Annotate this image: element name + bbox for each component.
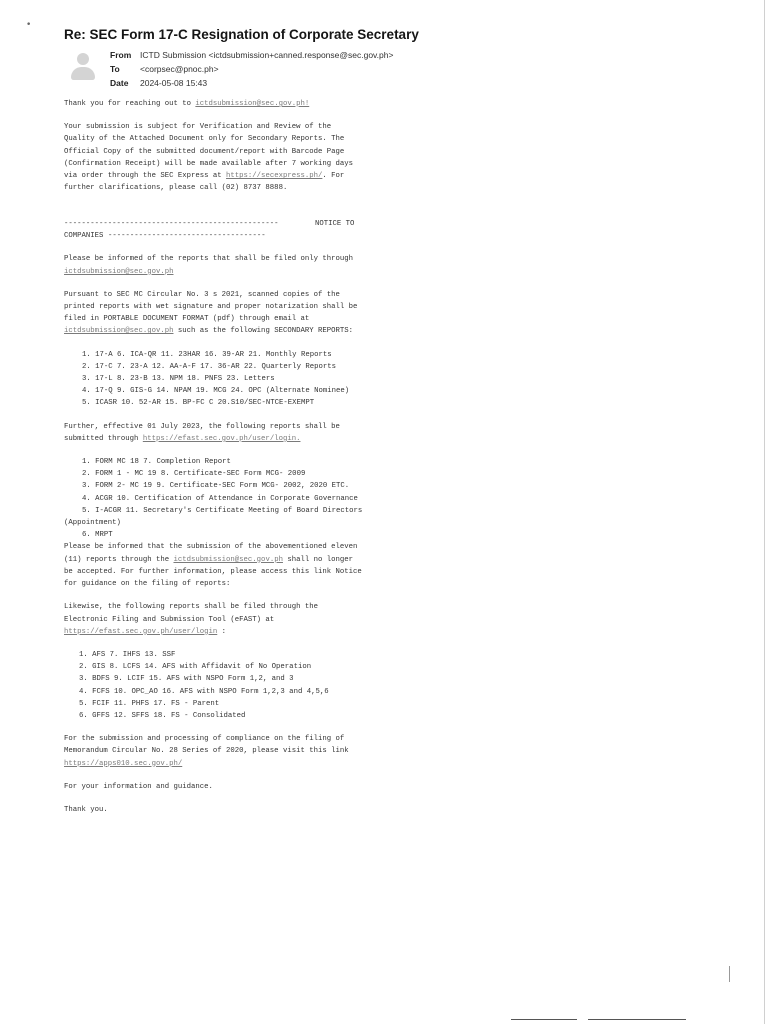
notice-heading [64, 218, 364, 230]
notice-dashes-left: ------------------------------------------------- [64, 220, 279, 229]
likewise-text: Likewise, the following reports shall be filed through the Electronic Filing and Submission Tool (eFAST) at [64, 603, 318, 624]
list-item: 3. FORM 2- MC 19 9. Certificate-SEC Form MCG- 2002, 2020 ETC. [82, 482, 350, 491]
memo-paragraph [64, 733, 364, 757]
eleven-link[interactable]: ictdsubmission@sec.gov.ph [173, 555, 283, 564]
closing-text: Thank you. [64, 805, 108, 814]
secondary-reports-list [64, 349, 364, 410]
notice-title: NOTICE TO [315, 220, 355, 229]
inform-link[interactable]: ictdsubmission@sec.gov.ph [64, 267, 174, 276]
thanks-paragraph [64, 98, 364, 110]
list-item: 5. ICASR 10. 52-AR 15. BP-FC C 20.S10/SEC-NTCE-EXEMPT [82, 399, 315, 408]
memo-text: For the submission and processing of compliance on the filing of Memorandum Circular No. 28 Series of 2020, please visit this link [64, 735, 349, 756]
scan-line [511, 1019, 577, 1020]
likewise-tail: : [217, 627, 227, 636]
pursuant-text: Pursuant to SEC MC Circular No. 3 s 2021, scanned copies of the printed reports with wet signature and proper notarization shall be filed in PORTABLE DOCUMENT FORMAT (pdf) through email at [64, 290, 358, 324]
inform-text: Please be informed of the reports that shall be filed only through [64, 255, 354, 264]
list-item: 2. 17-C 7. 23-A 12. AA-A-F 17. 36-AR 22. Quarterly Reports [82, 362, 336, 371]
scan-line [729, 966, 730, 982]
sender-avatar-icon [70, 52, 96, 80]
from-label: From [110, 50, 132, 60]
pursuant-paragraph [64, 289, 364, 338]
efast-link[interactable]: https://efast.sec.gov.ph/user/login [64, 627, 218, 636]
list-item: 2. GIS 8. LCFS 14. AFS with Affidavit of No Operation [79, 663, 312, 672]
email-subject: Re: SEC Form 17-C Resignation of Corporate Secretary [64, 27, 419, 42]
thanks-text: Thank you for reaching out to [64, 100, 196, 108]
further-paragraph [64, 421, 364, 445]
email-body [64, 98, 364, 816]
verification-paragraph [64, 121, 364, 194]
inform-paragraph [64, 253, 364, 277]
eleven-text: Please be informed that the submission of the abovementioned eleven (11) reports through the [64, 543, 358, 564]
from-value[interactable]: ICTD Submission <ictdsubmission+canned.response@sec.gov.ph> [140, 50, 394, 60]
submission-email-link[interactable]: ictdsubmission@sec.gov.ph! [195, 100, 310, 108]
scan-line [588, 1019, 686, 1020]
pursuant-link[interactable]: ictdsubmission@sec.gov.ph [64, 327, 174, 336]
to-value[interactable]: <corpsec@pnoc.ph> [140, 64, 219, 74]
page-edge [764, 0, 765, 1024]
memo-link[interactable]: https://apps010.sec.gov.ph/ [64, 759, 183, 768]
mrpt-item: 6. MRPT [82, 531, 113, 540]
date-label: Date [110, 78, 129, 88]
list-item: 4. ACGR 10. Certification of Attendance in Corporate Governance [82, 494, 358, 503]
list-item: 1. AFS 7. IHFS 13. SSF [79, 650, 176, 659]
efast-filing-list [64, 649, 364, 722]
list-item: 2. FORM 1 - MC 19 8. Certificate-SEC Form MCG- 2009 [82, 470, 306, 479]
list-item: 1. FORM MC 18 7. Completion Report [82, 458, 231, 467]
list-item: 5. I-ACGR 11. Secretary's Certificate Meeting of Board Directors [82, 506, 363, 515]
list-item: 3. BDFS 9. LCIF 15. AFS with NSPO Form 1,2, and 3 [79, 675, 294, 684]
verification-text: Your submission is subject for Verification and Review of the Quality of the Attached Document only for Secondary Reports. The Official Copy of the submitted document/report with Barcode Page (Confirmation Receipt) will be made available after 7 working days via order through the SEC Express at [64, 123, 354, 181]
notice-dashes-right: ------------------------------------ [108, 232, 266, 241]
email-meta [110, 48, 393, 90]
guidance-text: For your information and guidance. [64, 782, 213, 791]
eleven-tail: shall no longer be accepted. For further information, please access this link Notice for guidance on the filing of reports: [64, 555, 362, 589]
notice-subheading [64, 230, 364, 242]
list-item: 4. FCFS 10. OPC_AO 16. AFS with NSPO Form 1,2,3 and 4,5,6 [79, 687, 329, 696]
list-item: 5. FCIF 11. PHFS 17. FS - Parent [79, 699, 220, 708]
verification-tail: . For further clarifications, please call (02) 8737 8888. [64, 172, 345, 193]
list-item: 4. 17-Q 9. GIS-G 14. NPAM 19. MCG 24. OPC (Alternate Nominee) [82, 387, 350, 396]
list-item: 3. 17-L 8. 23-B 13. NPM 18. PNFS 23. Letters [82, 375, 275, 384]
further-text: Further, effective 01 July 2023, the following reports shall be submitted through [64, 422, 340, 443]
list-item: 1. 17-A 6. ICA-QR 11. 23HAR 16. 39-AR 21. Monthly Reports [82, 350, 332, 359]
efast-reports-list [64, 456, 364, 517]
date-value: 2024-05-08 15:43 [140, 78, 208, 88]
list-item: 6. GFFS 12. SFFS 18. FS - Consolidated [79, 711, 246, 720]
likewise-paragraph [64, 601, 364, 638]
eleven-paragraph [64, 541, 364, 590]
scan-mark: • [26, 20, 32, 30]
notice-companies: COMPANIES [64, 232, 104, 241]
appointment-text: (Appointment) [64, 519, 121, 528]
sec-express-link[interactable]: https://secexpress.ph/ [226, 172, 323, 181]
pursuant-tail: such as the following SECONDARY REPORTS: [173, 327, 354, 336]
efast-login-link[interactable]: https://efast.sec.gov.ph/user/login. [142, 434, 301, 443]
to-label: To [110, 64, 120, 74]
